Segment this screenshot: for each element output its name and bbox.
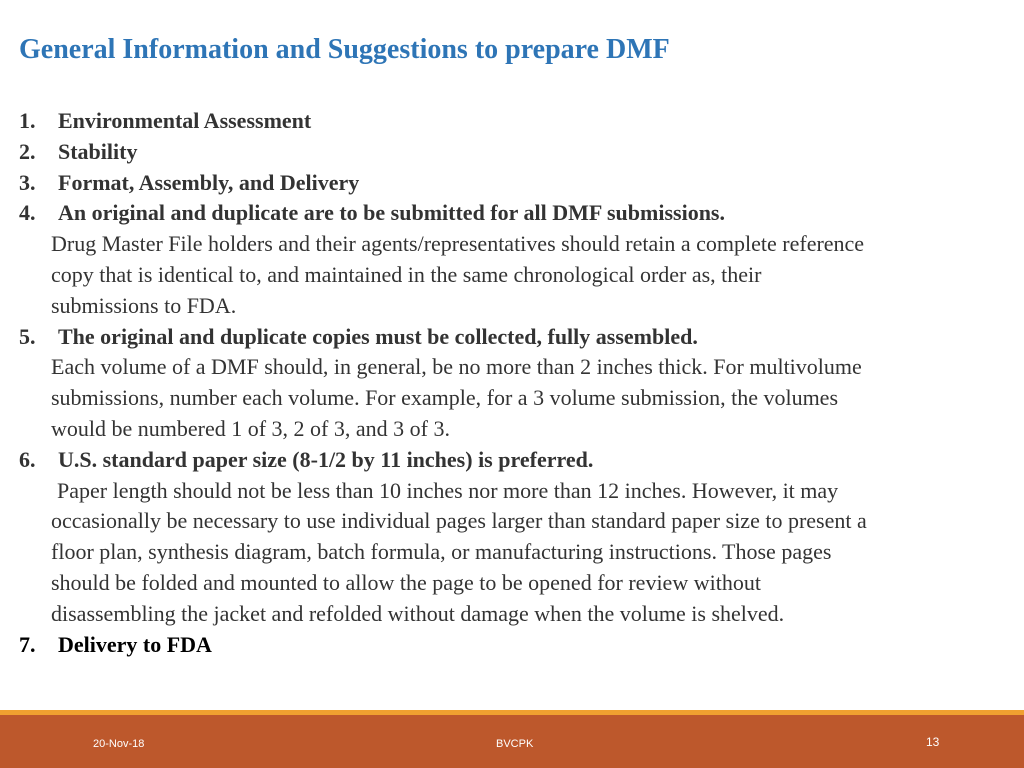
body-line: would be numbered 1 of 3, 2 of 3, and 3 of 3. [51,415,450,441]
list-item-heading-row [19,630,1009,661]
slide-title: General Information and Suggestions to prepare DMF [19,34,670,65]
list-item-heading: U.S. standard paper size (8-1/2 by 11 inches) is preferred. [58,446,594,472]
list-item-number: 5. [19,323,36,349]
body-line: disassembling the jacket and refolded without damage when the volume is shelved. [51,600,785,626]
list-item-number: 4. [19,200,36,226]
list-item-heading-row [19,198,1009,229]
list-item-number: 7. [19,631,36,657]
list-item-heading: Stability [58,138,138,164]
body-line: should be folded and mounted to allow the page to be opened for review without [51,569,761,595]
footer-date: 20-Nov-18 [93,738,145,750]
list-item [19,137,1009,168]
list-item [19,198,1009,321]
body-line: Drug Master File holders and their agents/representatives should retain a complete reference [51,231,865,257]
body-line: floor plan, synthesis diagram, batch formula, or manufacturing instructions. Those pages [51,539,832,565]
body-line: occasionally be necessary to use individual pages larger than standard paper size to present a [51,508,867,534]
list-item-number: 2. [19,138,36,164]
footer-band [0,715,1024,768]
list-item-heading: Delivery to FDA [58,631,212,657]
body-line: submissions to FDA. [51,292,237,318]
list-item-heading: Format, Assembly, and Delivery [58,169,360,195]
page-number: 13 [926,735,940,749]
list-item-number: 1. [19,108,36,133]
body-line: copy that is identical to, and maintained in the same chronological order as, their [51,261,762,287]
list-item [19,322,1009,445]
list-item-body [19,229,1009,321]
list-item [19,168,1009,199]
list-item [19,630,1009,661]
body-line: submissions, number each volume. For example, for a 3 volume submission, the volumes [51,385,839,411]
list-item-heading: The original and duplicate copies must be collected, fully assembled. [58,323,698,349]
list-item-heading-row [19,322,1009,353]
footer-presenter: BVCPK [496,738,534,750]
list-item-heading: Environmental Assessment [58,108,312,133]
list-item-heading-row [19,106,1009,137]
list-item [19,106,1009,137]
list-item-body [19,476,1009,630]
list-item-number: 6. [19,446,36,472]
list-item-heading-row [19,137,1009,168]
list-item-heading: An original and duplicate are to be submitted for all DMF submissions. [58,200,725,226]
list-item-number: 3. [19,169,36,195]
slide-content [19,106,1009,660]
list-item-body [19,352,1009,444]
list-item [19,445,1009,630]
list-item-heading-row [19,445,1009,476]
list-item-heading-row [19,168,1009,199]
body-line: Paper length should not be less than 10 inches nor more than 12 inches. However, it may [57,477,839,503]
body-line: Each volume of a DMF should, in general, be no more than 2 inches thick. For multivolume [51,354,862,380]
